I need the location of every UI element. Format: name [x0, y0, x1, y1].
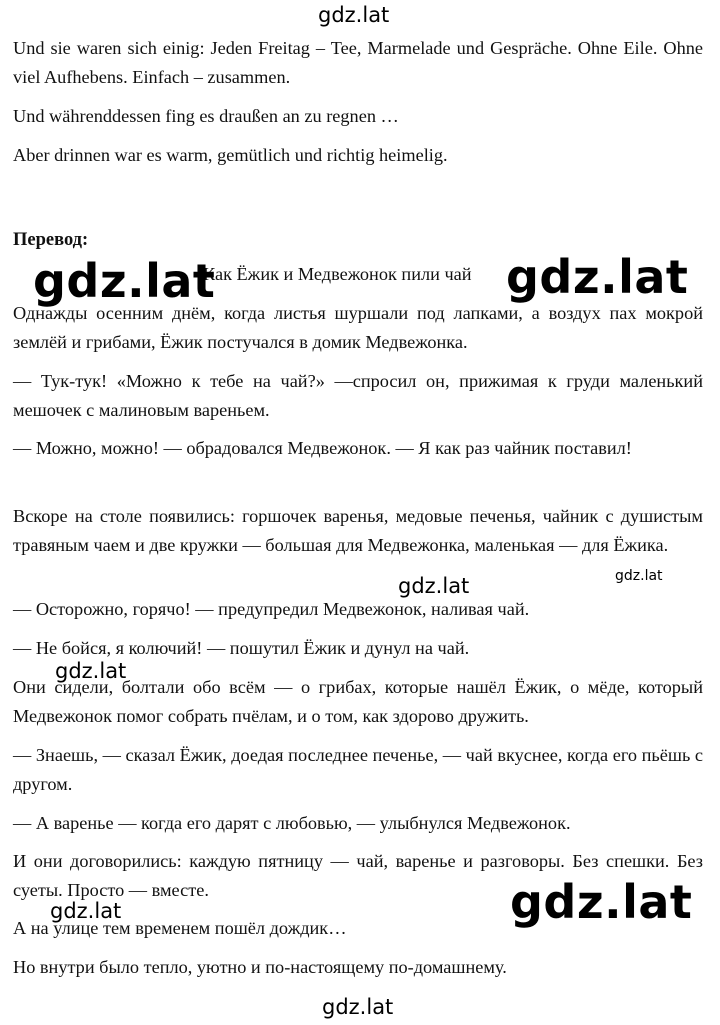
- watermark-bottom-left: gdz.lat: [50, 899, 122, 923]
- watermark-big-right: gdz.lat: [506, 250, 689, 304]
- watermark-mid-left: gdz.lat: [55, 659, 127, 683]
- translation-paragraph-5: — Осторожно, горячо! — предупредил Медвежонок, наливая чай.: [13, 599, 530, 619]
- translation-paragraph-2: — Тук-тук! «Можно к тебе на чай?» —спросил он, прижимая к груди маленький мешочек с малиновым вареньем.: [13, 371, 703, 420]
- german-paragraph-3: Aber drinnen war es warm, gemütlich und richtig heimelig.: [13, 145, 448, 165]
- translation-paragraph-8: — Знаешь, — сказал Ёжик, доедая последнее печенье, — чай вкуснее, когда его пьёшь с другом.: [13, 745, 703, 794]
- translation-paragraph-11: А на улице тем временем пошёл дождик…: [13, 918, 347, 938]
- translation-paragraph-6: — Не бойся, я колючий! — пошутил Ёжик и дунул на чай.: [13, 638, 470, 658]
- translation-paragraph-3: — Можно, можно! — обрадовался Медвежонок. — Я как раз чайник поставил!: [13, 438, 632, 458]
- watermark-big-left: gdz.lat: [33, 254, 216, 308]
- story-title: Как Ёжик и Медвежонок пили чай: [203, 264, 472, 284]
- translation-heading: Перевод:: [13, 230, 89, 250]
- translation-paragraph-10: И они договорились: каждую пятницу — чай, варенье и разговоры. Без спешки. Без суеты. Просто — вместе.: [13, 851, 703, 900]
- translation-paragraph-1: Однажды осенним днём, когда листья шуршали под лапками, а воздух пах мокрой землёй и грибами, Ёжик постучался в домик Медвежонка.: [13, 303, 703, 352]
- german-paragraph-1: Und sie waren sich einig: Jeden Freitag – Tee, Marmelade und Gespräche. Ohne Eile. Ohne viel Aufhebens. Einfach – zusammen.: [13, 38, 703, 87]
- translation-paragraph-7: Они сидели, болтали обо всём — о грибах, которые нашёл Ёжик, о мёде, который Медвежонок помог собрать пчёлам, и о том, как здорово дружить.: [13, 677, 703, 726]
- translation-paragraph-9: — А варенье — когда его дарят с любовью, — улыбнулся Медвежонок.: [13, 813, 571, 833]
- watermark-footer: gdz.lat: [322, 995, 394, 1019]
- watermark-bottom-right-big: gdz.lat: [510, 875, 693, 929]
- watermark-mid-right-small: gdz.lat: [615, 568, 663, 584]
- watermark-top: gdz.lat: [318, 3, 390, 27]
- watermark-mid-center: gdz.lat: [398, 574, 470, 598]
- german-paragraph-2: Und währenddessen fing es draußen an zu regnen …: [13, 106, 399, 126]
- translation-paragraph-4: Вскоре на столе появились: горшочек варенья, медовые печенья, чайник с душистым травяным чаем и две кружки — большая для Медвежонка, маленькая — для Ёжика.: [13, 506, 703, 555]
- translation-paragraph-12: Но внутри было тепло, уютно и по-настоящему по-домашнему.: [13, 957, 507, 977]
